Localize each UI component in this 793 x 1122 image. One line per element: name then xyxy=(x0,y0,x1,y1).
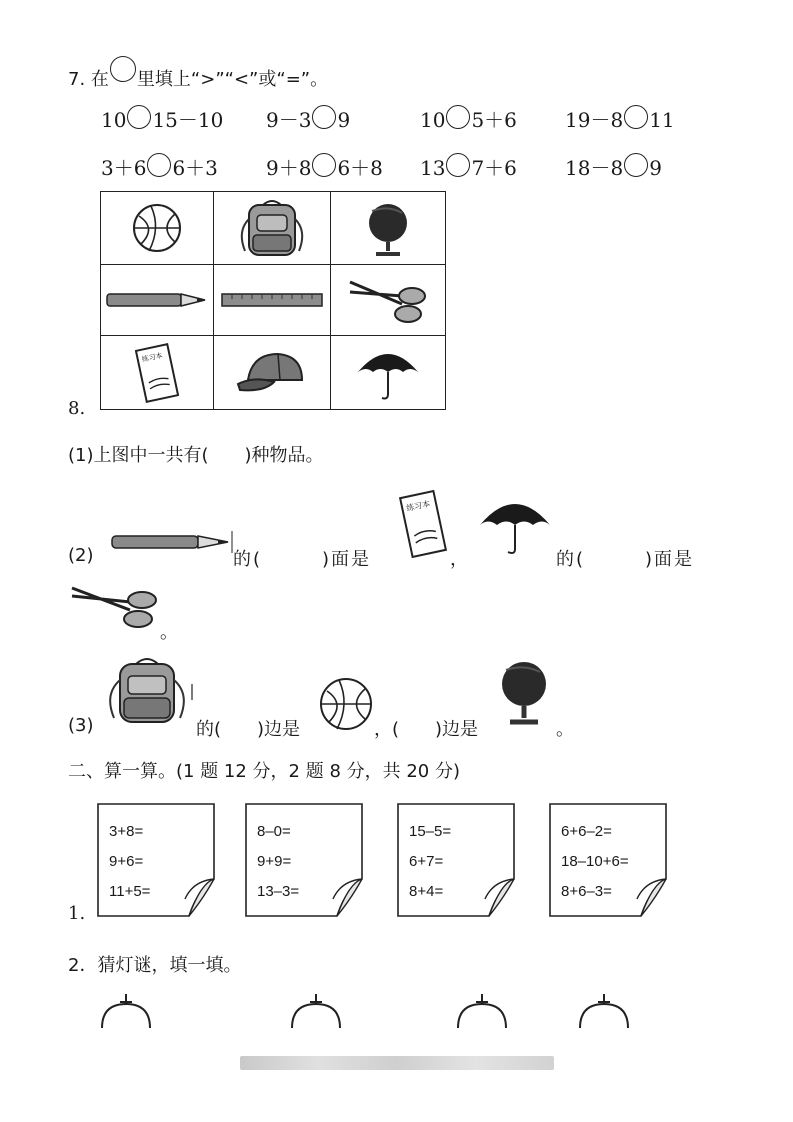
note-expr: 8+4= xyxy=(409,883,444,900)
q8-part2-comma: ， xyxy=(450,549,468,570)
lantern-icon xyxy=(576,994,632,1028)
answer-circle[interactable] xyxy=(446,153,470,177)
notebook-icon xyxy=(398,488,448,564)
ruler-icon xyxy=(214,265,331,336)
cap-icon xyxy=(214,336,331,409)
note-expr: 13–3= xyxy=(257,883,300,900)
q8-part2-a: 的( )面是 xyxy=(233,549,372,570)
answer-circle[interactable] xyxy=(624,105,648,129)
section2-q1-label: 1. xyxy=(68,903,86,924)
q7-expr-2-3: 13 7＋6 xyxy=(420,152,517,181)
note-expr: 18–10+6= xyxy=(561,853,629,870)
q8-part3-end: 。 xyxy=(556,719,574,740)
svg-text:练习本: 练习本 xyxy=(141,351,164,364)
q7-expr-1-1: 10 15－10 xyxy=(101,104,223,133)
umbrella-icon xyxy=(331,336,445,409)
section2-q2: 2．猜灯谜，填一填。 xyxy=(68,955,242,976)
objects-grid xyxy=(100,191,446,410)
answer-circle[interactable] xyxy=(312,153,336,177)
notebook-icon xyxy=(101,336,214,409)
note-expr: 8+6–3= xyxy=(561,883,612,900)
note-expr: 3+8= xyxy=(109,823,144,840)
basketball-icon xyxy=(318,676,374,736)
q7-expr-2-2: 9＋8 6＋8 xyxy=(266,152,383,181)
globe-icon xyxy=(496,656,552,736)
answer-circle[interactable] xyxy=(624,153,648,177)
note-expr: 8–0= xyxy=(257,823,291,840)
q7-expr-1-3: 10 5＋6 xyxy=(420,104,517,133)
note-expr: 6+6–2= xyxy=(561,823,612,840)
pencil-icon xyxy=(110,531,234,557)
calc-note-1 xyxy=(97,803,215,917)
q8-part2-end: 。 xyxy=(160,622,178,643)
lantern-icon xyxy=(98,994,154,1028)
q8-number: 8. xyxy=(68,398,86,419)
q8-part3-a: 的( )边是 xyxy=(196,719,301,740)
note-expr: 15–5= xyxy=(409,823,452,840)
calc-note-4 xyxy=(549,803,667,917)
globe-icon xyxy=(331,192,445,265)
note-expr: 9+6= xyxy=(109,853,144,870)
q7-expr-1-2: 9－3 9 xyxy=(266,104,350,133)
backpack-icon xyxy=(100,654,194,732)
blank-circle-icon xyxy=(110,56,136,82)
backpack-icon xyxy=(214,192,331,265)
note-expr: 11+5= xyxy=(109,883,151,900)
basketball-icon xyxy=(101,192,214,265)
note-expr: 9+9= xyxy=(257,853,292,870)
q8-part1: (1)上图中一共有( )种物品。 xyxy=(68,445,324,466)
umbrella-icon xyxy=(478,491,552,561)
q7-expr-2-4: 18－8 9 xyxy=(565,152,662,181)
scissors-icon xyxy=(70,584,162,634)
q7-expr-1-4: 19－8 11 xyxy=(565,104,675,133)
section2-heading: 二、算一算。(1 题 12 分，2 题 8 分，共 20 分) xyxy=(68,761,460,782)
answer-circle[interactable] xyxy=(127,105,151,129)
q8-part2-label: (2) xyxy=(68,545,94,566)
calc-note-3 xyxy=(397,803,515,917)
scissors-icon xyxy=(331,265,445,336)
svg-text:练习本: 练习本 xyxy=(405,499,431,514)
blurred-watermark xyxy=(240,1056,554,1070)
q8-part3-label: (3) xyxy=(68,715,94,736)
q7-number: 7. xyxy=(68,69,86,90)
lantern-icon xyxy=(454,994,510,1028)
answer-circle[interactable] xyxy=(446,105,470,129)
q7-expr-2-1: 3＋6 6＋3 xyxy=(101,152,218,181)
pencil-icon xyxy=(101,265,214,336)
answer-circle[interactable] xyxy=(147,153,171,177)
note-expr: 6+7= xyxy=(409,853,444,870)
q8-part3-b: ，( )边是 xyxy=(374,719,479,740)
lantern-icon xyxy=(288,994,344,1028)
q8-part2-b: 的( )面是 xyxy=(556,549,695,570)
answer-circle[interactable] xyxy=(312,105,336,129)
calc-note-2 xyxy=(245,803,363,917)
q7-instruction: 7. 在 里填上“>”“<”或“=”。 xyxy=(68,56,328,91)
